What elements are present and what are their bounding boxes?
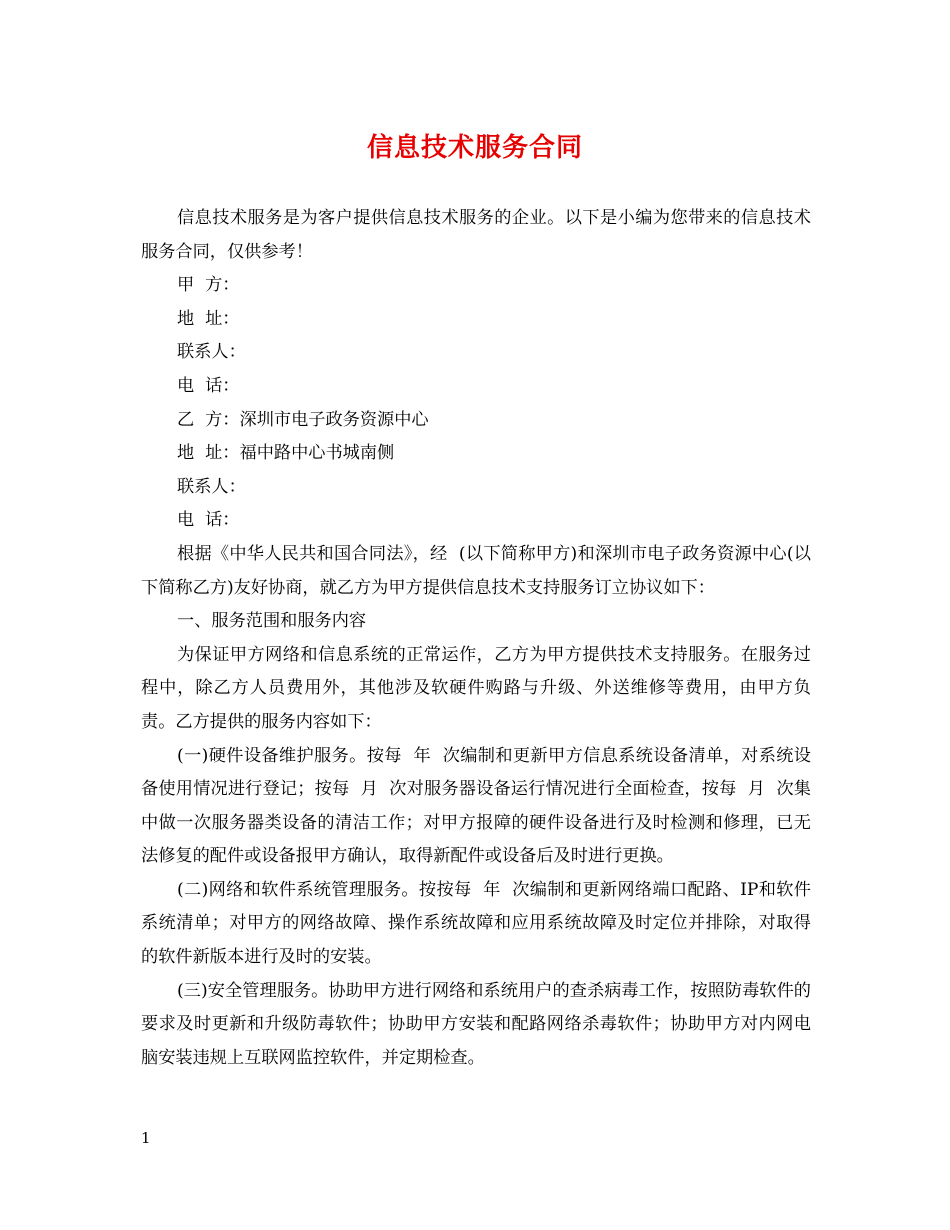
party-a-phone <box>141 370 811 404</box>
party-b-address-label: 地 址： <box>177 443 240 464</box>
party-b-name-label: 乙 方： <box>177 409 240 430</box>
party-b-phone <box>141 504 811 538</box>
party-b-contact-label: 联系人： <box>177 476 246 497</box>
preamble-paragraph: 根据《中华人民共和国合同法》，经 (以下简称甲方)和深圳市电子政务资源中心(以下简称乙方)友好协商，就乙方为甲方提供信息技术支持服务订立协议如下： <box>141 543 811 598</box>
section1-intro: 为保证甲方网络和信息系统的正常运作，乙方为甲方提供技术支持服务。在服务过程中，除乙方人员费用外，其他涉及软硬件购路与升级、外送维修等费用，由甲方负责。乙方提供的服务内容如下： <box>141 644 811 732</box>
party-a-contact <box>141 336 811 370</box>
party-a-name-label: 甲 方： <box>177 275 240 296</box>
service-item-2: (二)网络和软件系统管理服务。按按每 年 次编制和更新网络端口配路、IP和软件系统清单；对甲方的网络故障、操作系统故障和应用系统故障及时定位并排除，对取得的软件新版本进行及时的安装。 <box>141 879 811 968</box>
party-a-address <box>141 303 811 337</box>
service-item-1: (一)硬件设备维护服务。按每 年 次编制和更新甲方信息系统设备清单，对系统设备使用情况进行登记；按每 月 次对服务器设备运行情况进行全面检查，按每 月 次集中做一次服务器类设备的清洁工作；对甲方报障的硬件设备进行及时检测和修理，已无法修复的配件或设备报甲方确认，取得新配件或设备后及时进行更换。 <box>141 745 811 867</box>
party-b-contact <box>141 471 811 505</box>
page-number: 1 <box>141 1129 151 1147</box>
party-b-phone-label: 电 话： <box>177 510 240 531</box>
party-b-name-value: 深圳市电子政务资源中心 <box>239 409 429 430</box>
service-item-3: (三)安全管理服务。协助甲方进行网络和系统用户的查杀病毒工作，按照防毒软件的要求及时更新和升级防毒软件；协助甲方安装和配路网络杀毒软件；协助甲方对内网电脑安装违规上互联网监控软件，并定期检查。 <box>141 980 811 1068</box>
party-b-address-value: 福中路中心书城南侧 <box>239 443 395 464</box>
party-a-contact-label: 联系人： <box>177 342 246 363</box>
party-a-address-label: 地 址： <box>177 308 240 329</box>
party-b-address <box>141 437 811 471</box>
party-b-name <box>141 404 811 438</box>
party-a-phone-label: 电 话： <box>177 375 240 396</box>
intro-paragraph: 信息技术服务是为客户提供信息技术服务的企业。以下是小编为您带来的信息技术服务合同，仅供参考！ <box>141 208 811 262</box>
section1-heading: 一、服务范围和服务内容 <box>177 611 367 632</box>
party-a-name <box>141 269 811 303</box>
document-body <box>141 202 811 1075</box>
page-title: 信息技术服务合同 <box>366 133 583 163</box>
